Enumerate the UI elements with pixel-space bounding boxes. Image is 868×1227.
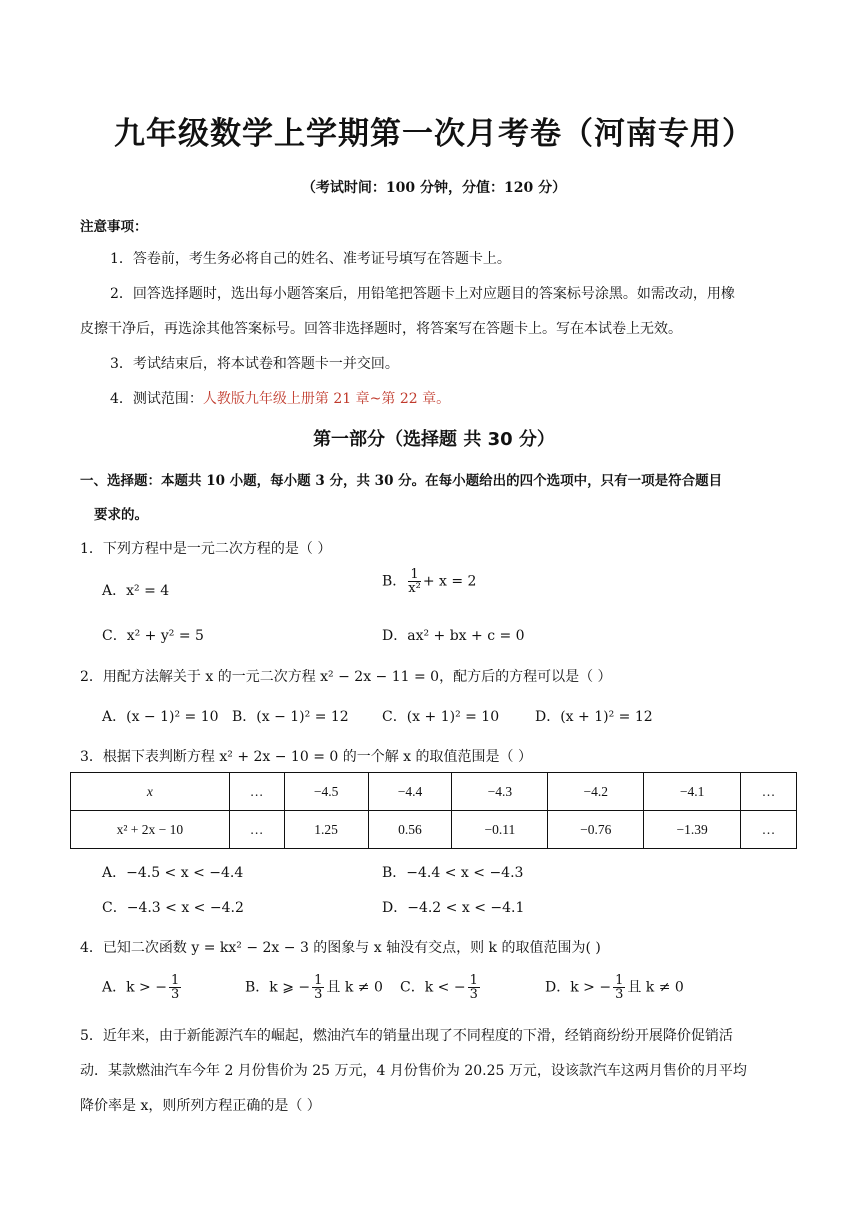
fraction-denominator: 3: [615, 987, 624, 1002]
fraction-denominator: x²: [408, 581, 421, 596]
section-intro-line-1: 一、选择题：本题共 10 小题，每小题 3 分，共 30 分。在每小题给出的四个选项中，只有一项是符合题目: [80, 473, 723, 489]
notice-4: [110, 388, 450, 408]
notice-2-line-2: 皮擦干净后，再选涂其他答案标号。回答非选择题时，将答案写在答题卡上。写在本试卷上无效。: [80, 321, 682, 337]
q1-option-b-fraction: [408, 568, 421, 595]
q1-option-c: C．x² + y² = 5: [102, 628, 204, 644]
q4-fraction: [468, 974, 480, 1001]
notice-2-line-1: 2．回答选择题时，选出每小题答案后，用铅笔把答题卡上对应题目的答案标号涂黑。如需改动，用橡: [110, 286, 735, 302]
q2-option-b: B．(x − 1)² = 12: [232, 709, 349, 725]
table-row: [71, 811, 797, 849]
q1-option-b: [382, 568, 476, 595]
fraction-numerator: 1: [469, 973, 478, 988]
fraction-numerator: 1: [170, 973, 180, 988]
q3-option-c: C．−4.3 < x < −4.2: [102, 900, 244, 916]
q1-option-b-label: B．: [382, 573, 407, 590]
q4-option-c-text: C．k < −: [400, 979, 466, 996]
table-cell: −4.2: [548, 773, 644, 811]
table-cell: −4.3: [452, 773, 548, 811]
q4-fraction: [169, 974, 181, 1001]
q4-option-b-text: B．k ⩾ −: [245, 979, 311, 996]
q1-option-b-rest: + x = 2: [422, 573, 477, 590]
q2-option-d: D．(x + 1)² = 12: [535, 709, 653, 725]
q4-option-a: [102, 974, 183, 1001]
section-title: 第一部分（选择题 共 30 分）: [313, 429, 555, 450]
q5-line-2: 动．某款燃油汽车今年 2 月份售价为 25 万元，4 月份售价为 20.25 万元，设该款汽车这两月售价的月平均: [80, 1063, 747, 1079]
table-cell: −1.39: [644, 811, 741, 849]
q4-option-b-condition: 且 k ≠ 0: [326, 979, 383, 996]
table-cell: …: [229, 773, 284, 811]
notice-1: 1．答卷前，考生务必将自己的姓名、准考证号填写在答题卡上。: [110, 251, 511, 267]
test-scope: 人教版九年级上册第 21 章~第 22 章。: [202, 391, 451, 407]
fraction-numerator: 1: [314, 973, 323, 988]
q2-stem: 2．用配方法解关于 x 的一元二次方程 x² − 2x − 11 = 0，配方后的方程可以是（ ）: [80, 669, 612, 685]
q4-option-a-text: A．k > −: [102, 979, 167, 996]
q4-option-d-condition: 且 k ≠ 0: [627, 979, 684, 996]
q1-option-a: A．x² = 4: [102, 583, 170, 599]
q3-option-a: A．−4.5 < x < −4.4: [102, 865, 244, 881]
q2-option-c: C．(x + 1)² = 10: [382, 709, 500, 725]
table-cell: x: [71, 773, 230, 811]
table-cell: −0.76: [548, 811, 644, 849]
table-cell: 1.25: [284, 811, 368, 849]
q4-fraction: [613, 974, 625, 1001]
q3-stem: 3．根据下表判断方程 x² + 2x − 10 = 0 的一个解 x 的取值范围是（ ）: [80, 749, 532, 765]
table-cell: …: [741, 811, 797, 849]
q1-stem: 1．下列方程中是一元二次方程的是（ ）: [80, 541, 332, 557]
table-cell: −4.4: [368, 773, 452, 811]
notice-3: 3．考试结束后，将本试卷和答题卡一并交回。: [110, 356, 399, 372]
table-cell: …: [229, 811, 284, 849]
section-intro-line-2: 要求的。: [94, 507, 148, 523]
q1-option-d: D．ax² + bx + c = 0: [382, 628, 525, 644]
fraction-denominator: 3: [170, 987, 180, 1002]
q3-option-b: B．−4.4 < x < −4.3: [382, 865, 524, 881]
exam-info: （考试时间：100 分钟，分值：120 分）: [301, 180, 567, 196]
q5-line-1: 5．近年来，由于新能源汽车的崛起，燃油汽车的销量出现了不同程度的下滑，经销商纷纷开展降价促销活: [80, 1028, 733, 1044]
notice-heading: 注意事项：: [80, 219, 148, 235]
fraction-numerator: 1: [615, 973, 624, 988]
q3-value-table: [70, 772, 797, 849]
q4-option-d: [545, 974, 684, 1001]
fraction-denominator: 3: [314, 987, 323, 1002]
q4-stem: 4．已知二次函数 y = kx² − 2x − 3 的图象与 x 轴没有交点，则 k 的取值范围为( ): [80, 940, 601, 956]
page-title: 九年级数学上学期第一次月考卷（河南专用）: [114, 116, 754, 152]
table-cell: −4.5: [284, 773, 368, 811]
q5-line-3: 降价率是 x，则所列方程正确的是（ ）: [80, 1098, 321, 1114]
q4-option-d-text: D．k > −: [545, 979, 612, 996]
q3-option-d: D．−4.2 < x < −4.1: [382, 900, 525, 916]
fraction-numerator: 1: [410, 567, 419, 582]
notice-4-prefix: 4．测试范围：: [110, 391, 203, 407]
table-cell: 0.56: [368, 811, 452, 849]
table-cell: …: [741, 773, 797, 811]
q4-option-b: [245, 974, 383, 1001]
table-cell: x² + 2x − 10: [71, 811, 230, 849]
table-cell: −4.1: [644, 773, 741, 811]
table-cell: −0.11: [452, 811, 548, 849]
table-row: [71, 773, 797, 811]
q2-option-a: A．(x − 1)² = 10: [102, 709, 219, 725]
q4-option-c: [400, 974, 482, 1001]
q4-fraction: [312, 974, 324, 1001]
fraction-denominator: 3: [469, 987, 478, 1002]
